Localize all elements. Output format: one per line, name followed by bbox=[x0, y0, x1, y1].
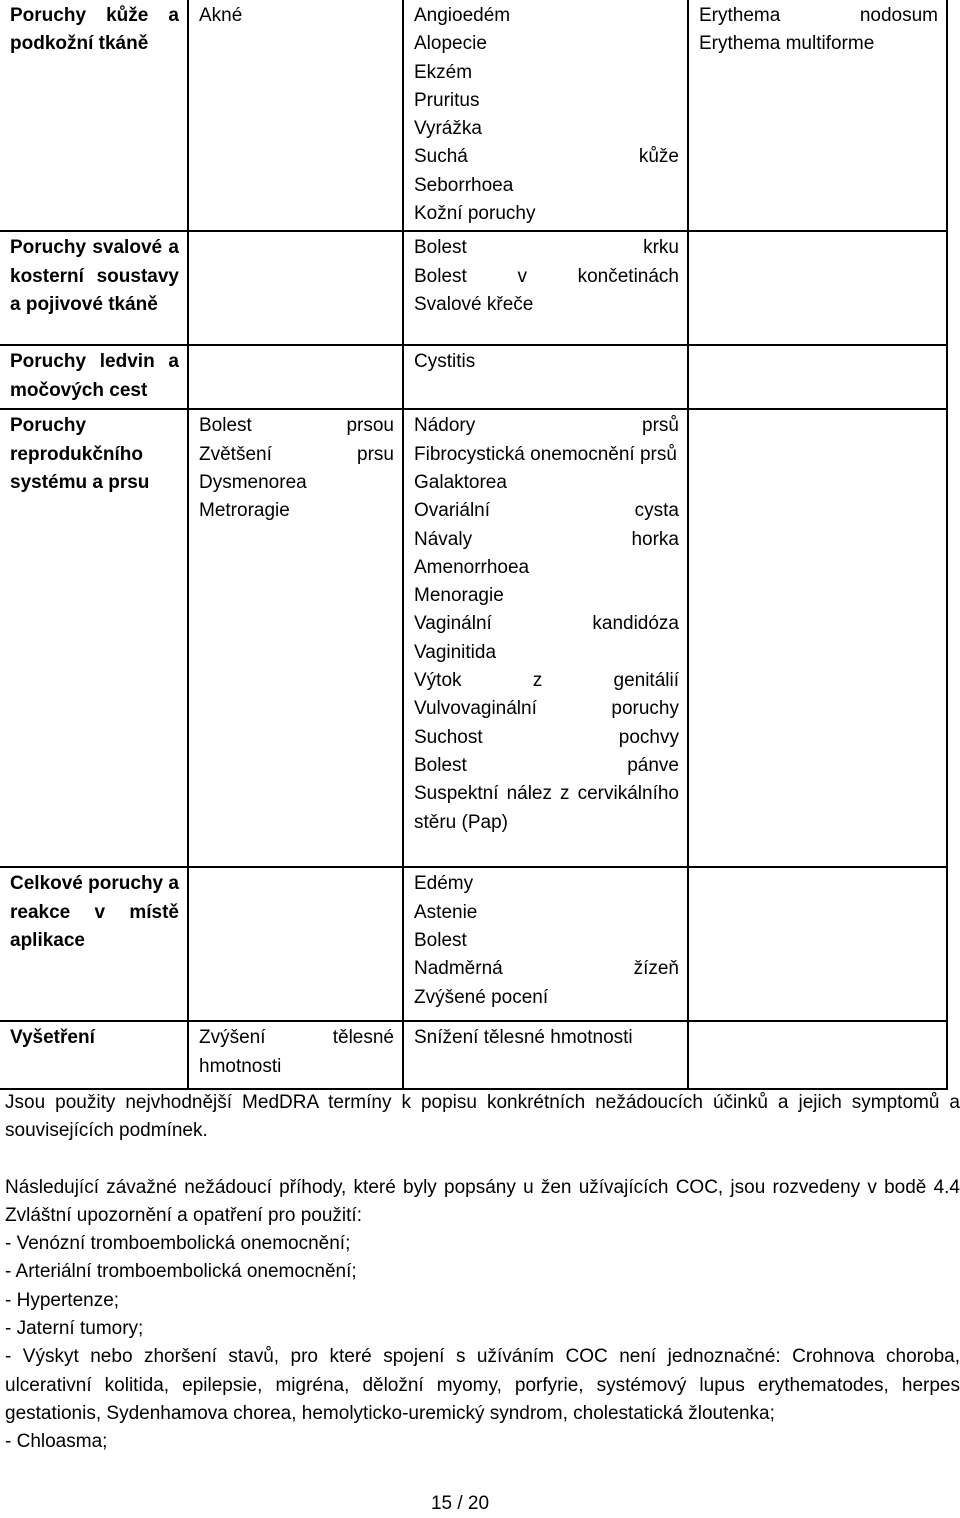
effect-item: Erythema multiforme bbox=[699, 33, 875, 55]
effect-item: Edémy bbox=[414, 873, 474, 895]
effect-item: Erythema nodosum bbox=[699, 5, 938, 26]
table-row bbox=[0, 345, 947, 409]
effect-item: Menoragie bbox=[414, 585, 504, 607]
effect-item: Pruritus bbox=[414, 89, 480, 111]
effect-item: Vyrážka bbox=[414, 118, 482, 140]
list-item: - Arteriální tromboembolická onemocnění; bbox=[5, 1261, 357, 1283]
common-effects-cell bbox=[188, 1021, 403, 1089]
rare-effects-cell bbox=[403, 1021, 688, 1089]
effect-item: Bolest bbox=[414, 929, 467, 951]
rare-effects-cell bbox=[403, 345, 688, 409]
effect-item: Bolest v končetinách bbox=[414, 265, 679, 287]
unknown-frequency-cell bbox=[688, 345, 947, 409]
organ-class-cell bbox=[0, 345, 188, 409]
list-item: - Výskyt nebo zhoršení stavů, pro které spojení s užíváním COC není jednoznačné: Crohnova choroba, ulcerativní kolitida, epilepsie, migréna, děložní myomy, porfyrie, systémový lupus erythematodes, herpes gestationis, Sydenhamova chorea, hemolyticko-uremický syndrom, cholestatická žloutenka; bbox=[5, 1346, 960, 1424]
effect-item: Amenorrhoea bbox=[414, 556, 530, 578]
organ-class-label: Poruchy svalové a kosterní soustavy a pojivové tkáně bbox=[10, 237, 179, 315]
unknown-frequency-cell bbox=[688, 231, 947, 345]
effect-item: Zvětšení prsu bbox=[199, 443, 394, 465]
table-row bbox=[0, 1021, 947, 1089]
organ-class-cell bbox=[0, 409, 188, 867]
rare-effects-cell bbox=[403, 867, 688, 1021]
page-number: 15 / 20 bbox=[430, 1493, 490, 1514]
effect-item: Metroragie bbox=[199, 500, 290, 522]
table-row bbox=[0, 867, 947, 1021]
effect-item: Suchost pochvy bbox=[414, 726, 679, 748]
unknown-frequency-cell bbox=[688, 1021, 947, 1089]
rare-effects-cell bbox=[403, 231, 688, 345]
common-effects-cell bbox=[188, 231, 403, 345]
organ-class-cell bbox=[0, 1021, 188, 1089]
organ-class-label: Poruchy reprodukčního systému a prsu bbox=[10, 415, 150, 493]
rare-effects-cell bbox=[403, 409, 688, 867]
table-row bbox=[0, 231, 947, 345]
effect-item: Suspektní nález z cervikálního stěru (Pap) bbox=[414, 783, 679, 833]
effect-item: Kožní poruchy bbox=[414, 203, 536, 225]
effect-item: Vaginitida bbox=[414, 641, 497, 663]
effect-item: Návaly horka bbox=[414, 528, 679, 550]
organ-class-cell bbox=[0, 231, 188, 345]
effect-item: Ovariální cysta bbox=[414, 500, 679, 522]
organ-class-label: Poruchy kůže a podkožní tkáně bbox=[10, 5, 179, 55]
list-item: - Jaterní tumory; bbox=[5, 1318, 144, 1340]
effect-item: Dysmenorea bbox=[199, 471, 307, 493]
table-row bbox=[0, 409, 947, 867]
organ-class-label: Vyšetření bbox=[10, 1027, 95, 1049]
effect-item: Svalové křeče bbox=[414, 293, 534, 315]
effect-item: Zvýšení tělesné hmotnosti bbox=[199, 1027, 394, 1077]
table-row bbox=[0, 0, 947, 231]
common-effects-cell bbox=[188, 345, 403, 409]
effect-item: Nádory prsů bbox=[414, 415, 679, 437]
unknown-frequency-cell bbox=[688, 0, 947, 231]
list-item: - Chloasma; bbox=[5, 1431, 108, 1453]
organ-class-cell bbox=[0, 0, 188, 231]
effect-item: Nadměrná žízeň bbox=[414, 958, 679, 980]
common-effects-cell bbox=[188, 867, 403, 1021]
common-effects-cell bbox=[188, 409, 403, 867]
list-item: - Venózní tromboembolická onemocnění; bbox=[5, 1233, 351, 1255]
effect-item: Astenie bbox=[414, 901, 478, 923]
meddra-note: Jsou použity nejvhodnější MedDRA termíny k popisu konkrétních nežádoucích účinků a jejich symptomů a souvisejících podmínek. bbox=[5, 1092, 960, 1142]
serious-events-intro: Následující závažné nežádoucí příhody, které byly popsány u žen užívajících COC, jsou rozvedeny v bodě 4.4 Zvláštní upozornění a opatření pro použití: bbox=[5, 1176, 960, 1226]
unknown-frequency-cell bbox=[688, 867, 947, 1021]
body-text bbox=[5, 1089, 960, 1457]
unknown-frequency-cell bbox=[688, 409, 947, 867]
effect-item: Bolest prsou bbox=[199, 415, 394, 437]
effect-item: Suchá kůže bbox=[414, 146, 679, 168]
rare-effects-cell bbox=[403, 0, 688, 231]
effect-item: Seborrhoea bbox=[414, 174, 514, 196]
organ-class-cell bbox=[0, 867, 188, 1021]
effect-item: Fibrocystická onemocnění prsů bbox=[414, 443, 677, 465]
effect-item: Výtok z genitálií bbox=[414, 670, 679, 692]
effect-item: Vaginální kandidóza bbox=[414, 613, 679, 635]
organ-class-label: Celkové poruchy a reakce v místě aplikace bbox=[10, 873, 179, 951]
organ-class-label: Poruchy ledvin a močových cest bbox=[10, 351, 179, 401]
effect-item: Snížení tělesné hmotnosti bbox=[414, 1027, 633, 1049]
effect-item: Ekzém bbox=[414, 61, 473, 83]
list-item: - Hypertenze; bbox=[5, 1289, 120, 1311]
effect-item: Cystitis bbox=[414, 351, 476, 373]
effect-item: Alopecie bbox=[414, 33, 487, 55]
common-effects-cell bbox=[188, 0, 403, 231]
effect-item: Bolest krku bbox=[414, 237, 679, 259]
effect-item: Akné bbox=[199, 5, 243, 26]
effect-item: Bolest pánve bbox=[414, 754, 679, 776]
effect-item: Zvýšené pocení bbox=[414, 986, 549, 1008]
effect-item: Angioedém bbox=[414, 5, 511, 26]
effect-item: Vulvovaginální poruchy bbox=[414, 698, 679, 720]
effect-item: Galaktorea bbox=[414, 471, 507, 493]
